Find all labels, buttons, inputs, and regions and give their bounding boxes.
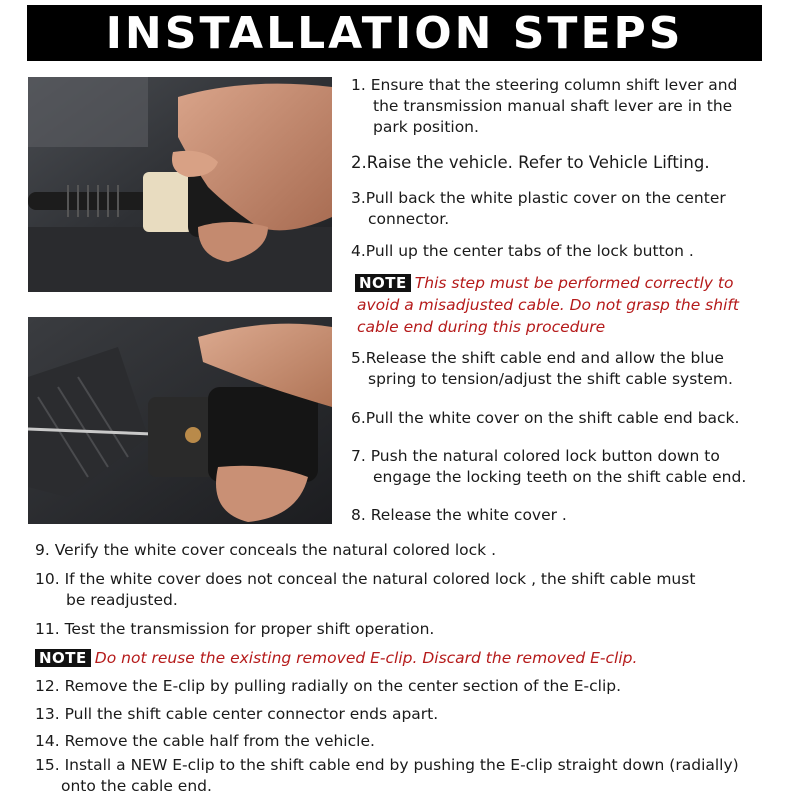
note-1-line-1: This step must be performed correctly to (414, 274, 734, 292)
step-7-line-1: 7. Push the natural colored lock button down to (351, 447, 720, 465)
step-1-line-2: the transmission manual shaft lever are in the (373, 97, 733, 115)
step-3-line-2: connector. (368, 210, 450, 228)
step-2 (351, 152, 791, 173)
step-13 (35, 704, 785, 725)
step-15-line-2: onto the cable end. (61, 777, 212, 795)
step-4-line-1: 4.Pull up the center tabs of the lock button . (351, 242, 694, 260)
step-6-line-1: 6.Pull the white cover on the shift cable end back. (351, 409, 740, 427)
step-5-line-2: spring to tension/adjust the shift cable system. (368, 370, 733, 388)
step-9 (35, 540, 785, 561)
step-3 (351, 188, 791, 230)
note-1 (355, 272, 785, 338)
step-10-line-1: 10. If the white cover does not conceal the natural colored lock , the shift cable must (35, 570, 696, 588)
step-15 (35, 755, 785, 797)
step-14 (35, 731, 785, 752)
step-10 (35, 569, 785, 611)
note-badge: NOTE (35, 649, 91, 667)
note-badge: NOTE (355, 274, 411, 292)
step-1-line-3: park position. (373, 118, 479, 136)
step-8-line-1: 8. Release the white cover . (351, 506, 567, 524)
note-2-line-1: Do not reuse the existing removed E-clip. Discard the removed E-clip. (94, 649, 638, 667)
step-5-line-1: 5.Release the shift cable end and allow the blue (351, 349, 724, 367)
step-8 (351, 505, 791, 526)
note-2 (35, 647, 785, 669)
step-7 (351, 446, 791, 488)
step-1-line-1: 1. Ensure that the steering column shift lever and (351, 76, 738, 94)
step-4 (351, 241, 791, 262)
step-1 (351, 75, 791, 138)
step-6 (351, 408, 791, 429)
note-1-line-3: cable end during this procedure (357, 318, 606, 336)
page-title: INSTALLATION STEPS (27, 5, 762, 61)
step-13-line-1: 13. Pull the shift cable center connector ends apart. (35, 705, 439, 723)
step-5 (351, 348, 791, 390)
step-11 (35, 619, 785, 640)
note-1-line-2: avoid a misadjusted cable. Do not grasp the shift (357, 296, 739, 314)
step-14-line-1: 14. Remove the cable half from the vehicle. (35, 732, 375, 750)
photo-hand-on-shift-cable-connector (28, 77, 332, 292)
photo-shift-cable-end-lock (28, 317, 332, 524)
step-9-line-1: 9. Verify the white cover conceals the natural colored lock . (35, 541, 496, 559)
step-7-line-2: engage the locking teeth on the shift cable end. (373, 468, 747, 486)
step-3-line-1: 3.Pull back the white plastic cover on the center (351, 189, 726, 207)
step-10-line-2: be readjusted. (66, 591, 178, 609)
step-15-line-1: 15. Install a NEW E-clip to the shift cable end by pushing the E-clip straight down (radially) (35, 756, 739, 774)
step-11-line-1: 11. Test the transmission for proper shift operation. (35, 620, 435, 638)
step-12 (35, 676, 785, 697)
step-2-line-1: 2.Raise the vehicle. Refer to Vehicle Lifting. (351, 153, 710, 172)
step-12-line-1: 12. Remove the E-clip by pulling radially on the center section of the E-clip. (35, 677, 622, 695)
